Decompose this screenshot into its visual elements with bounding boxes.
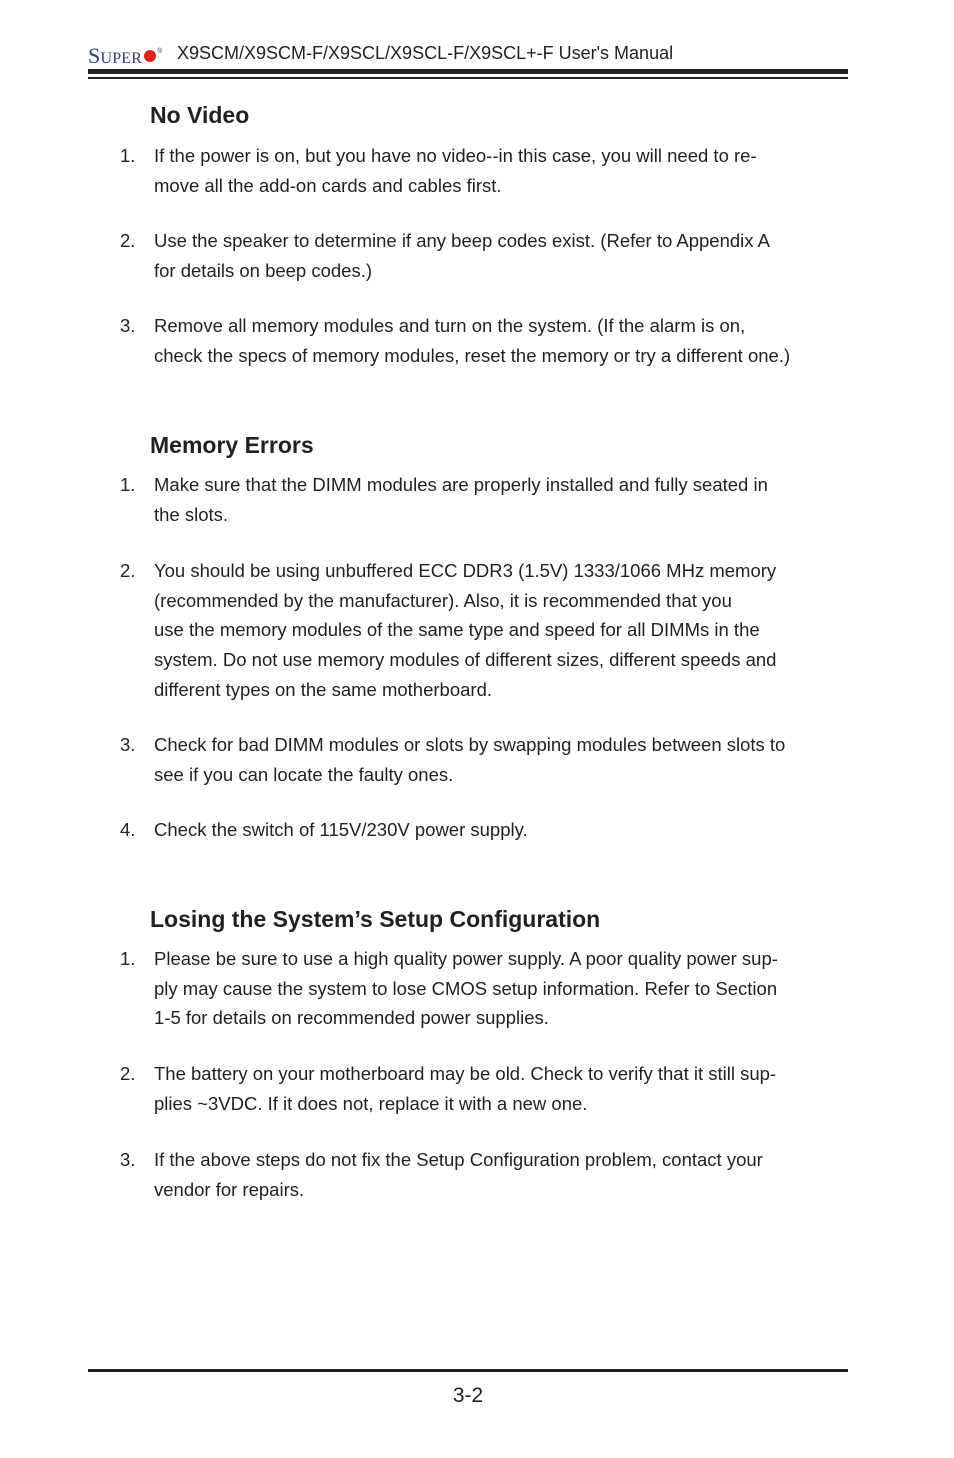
item-line: use the memory modules of the same type and speed for all DIMMs in the [154,619,760,641]
item-number: 2. [120,560,136,581]
item-line: for details on beep codes.) [154,259,373,281]
item-line: different types on the same motherboard. [154,678,492,700]
item-line: You should be using unbuffered ECC DDR3 (1.5V) 1333/1066 MHz memory [154,560,777,581]
list-item [120,944,855,1033]
list-item [120,730,855,789]
item-line: see if you can locate the faulty ones. [154,763,454,785]
item-text [154,730,855,789]
header-rule-thick [88,69,848,74]
item-line: Use the speaker to determine if any beep codes exist. (Refer to Appendix A [154,230,770,251]
list-item [120,815,855,845]
item-text [154,1145,855,1204]
item-line: If the power is on, but you have no video--in this case, you will need to re- [154,145,757,166]
item-line: Remove all memory modules and turn on the system. (If the alarm is on, [154,315,746,336]
item-line: the slots. [154,503,229,525]
list-item [120,1059,855,1118]
item-text [154,311,855,370]
item-number: 3. [120,1149,136,1170]
heading-memory-errors: Memory Errors [150,432,314,458]
item-line: Make sure that the DIMM modules are properly installed and fully seated in [154,474,768,495]
item-line: The battery on your motherboard may be old. Check to verify that it still sup- [154,1063,777,1084]
item-line: Check the switch of 115V/230V power supply. [154,819,528,840]
item-number: 2. [120,230,136,251]
logo-letter-s: S [88,43,101,68]
item-number: 1. [120,474,136,495]
item-number: 3. [120,315,136,336]
item-line: move all the add-on cards and cables first. [154,174,502,196]
item-line: plies ~3VDC. If it does not, replace it with a new one. [154,1092,588,1114]
item-line: system. Do not use memory modules of different sizes, different speeds and [154,649,777,671]
page-header [88,38,848,66]
item-text [154,944,855,1033]
heading-no-video: No Video [150,102,250,128]
item-text [154,141,855,200]
item-text [154,470,855,529]
item-number: 2. [120,1063,136,1084]
item-number: 1. [120,145,136,166]
heading-losing-setup-configuration: Losing the System’s Setup Configuration [150,906,601,932]
item-line: Check for bad DIMM modules or slots by swapping modules between slots to [154,734,786,755]
item-text [154,1059,855,1118]
footer-rule [88,1369,848,1372]
item-line: 1-5 for details on recommended power supplies. [154,1007,549,1029]
page-number: 3-2 [452,1384,484,1407]
item-number: 4. [120,819,136,840]
header-rule-thin [88,77,848,79]
item-line: Please be sure to use a high quality power supply. A poor quality power sup- [154,948,778,969]
item-line: check the specs of memory modules, reset the memory or try a different one.) [154,344,791,366]
list-item [120,311,855,370]
logo-red-dot-icon [144,50,156,62]
list-item [120,226,855,285]
list-item [120,556,855,705]
logo-letters-uper: UPER [100,50,143,67]
item-line: vendor for repairs. [154,1178,305,1200]
item-text [154,226,855,285]
list-item [120,470,855,529]
logo-registered-mark: ® [157,48,163,55]
list-item [120,141,855,200]
supermicro-logo [88,38,163,73]
item-number: 3. [120,734,136,755]
item-text [154,815,855,845]
item-line: If the above steps do not fix the Setup Configuration problem, contact your [154,1149,763,1170]
item-number: 1. [120,948,136,969]
item-text [154,556,855,705]
list-item [120,1145,855,1204]
manual-title: X9SCM/X9SCM-F/X9SCL/X9SCL-F/X9SCL+-F User's Manual [177,43,674,63]
item-line: ply may cause the system to lose CMOS setup information. Refer to Section [154,977,778,999]
item-line: (recommended by the manufacturer). Also, it is recommended that you [154,589,732,611]
